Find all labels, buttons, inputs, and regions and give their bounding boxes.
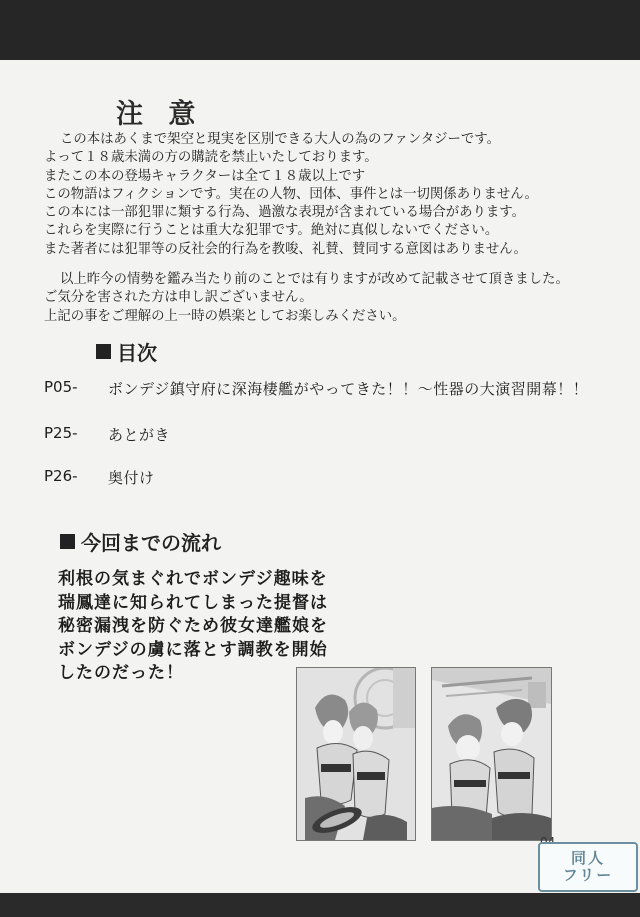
notice-line: ご気分を害された方は申し訳ございません。 <box>44 290 313 306</box>
notice-line: また著者には犯罪等の反社会的行為を教唆、礼賛、賛同する意図はありません。 <box>44 241 527 257</box>
doujin-free-stamp <box>538 842 638 892</box>
toc-entry <box>44 467 155 488</box>
toc-heading <box>96 337 157 366</box>
notice-line: この本はあくまで架空と現実を区別できる大人の為のファンタジーです。 <box>60 132 501 147</box>
story-line: 秘密漏洩を防ぐため彼女達艦娘を <box>58 616 328 636</box>
notice-line: 上記の事をご理解の上一時の娯楽としてお楽しみください。 <box>44 308 406 324</box>
notice-line: 以上昨今の情勢を鑑み当たり前のことでは有りますが改めて記載させて頂きました。 <box>60 272 569 288</box>
notice-line: よって１８歳未満の方の購読を禁止いたしております。 <box>44 150 378 166</box>
notice-line: これらを実際に行うことは重大な犯罪です。絶対に真似しないでください。 <box>44 223 499 239</box>
previous-volume-cover-2 <box>431 667 552 841</box>
story-heading-text: 今回までの流れ <box>81 531 221 555</box>
stamp-line: フリー <box>562 866 614 884</box>
notice-line: またこの本の登場キャラクターは全て１８歳以上です <box>44 168 366 184</box>
story-heading <box>60 527 221 556</box>
story-line: 瑞鳳達に知られてしまった提督は <box>58 592 328 613</box>
story-line: したのだった！ <box>58 663 184 683</box>
top-border-bar <box>0 0 640 60</box>
bottom-border-bar <box>0 893 640 917</box>
toc-page-number: P05- <box>44 378 78 396</box>
toc-page-number: P25- <box>44 424 78 442</box>
notice-heading: 注 意 <box>116 99 204 130</box>
square-bullet-icon <box>60 534 75 549</box>
toc-heading-text: 目次 <box>117 341 157 365</box>
toc-page-number: P26- <box>44 467 78 485</box>
toc-entry-title: 奥付け <box>108 469 155 487</box>
story-line: 利根の気まぐれでボンデジ趣味を <box>58 569 328 589</box>
square-bullet-icon <box>96 344 111 359</box>
previous-volume-cover-1 <box>296 667 416 841</box>
toc-entry <box>44 378 588 399</box>
stamp-line: 同人 <box>570 849 605 867</box>
toc-entry <box>44 424 170 445</box>
toc-entry-title: あとがき <box>108 426 171 444</box>
notice-line: この本には一部犯罪に類する行為、過激な表現が含まれている場合があります。 <box>44 205 525 221</box>
story-line: ボンデジの虜に落とす調教を開始 <box>58 639 328 660</box>
story-text <box>58 568 328 686</box>
notice-body <box>44 131 624 326</box>
toc-entry-title: ボンデジ鎮守府に深海棲艦がやってきた！！～性器の大演習開幕！！ <box>108 380 589 398</box>
notice-line: この物語はフィクションです。実在の人物、団体、事件とは一切関係ありません。 <box>44 186 538 202</box>
